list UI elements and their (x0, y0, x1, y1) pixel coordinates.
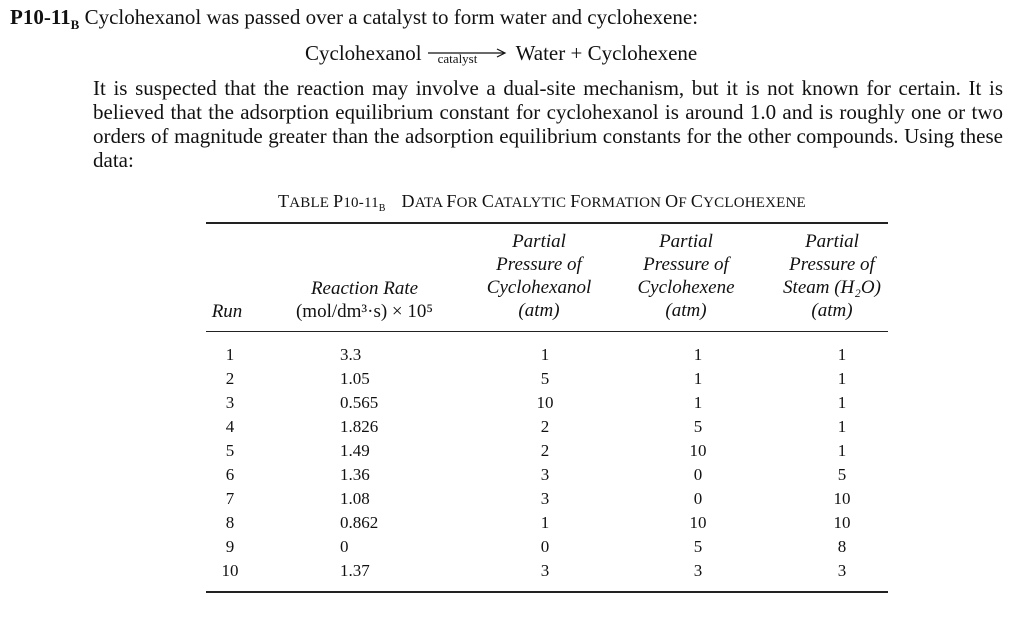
reaction-equation (305, 40, 697, 66)
cell-cyclohexene: 10 (689, 441, 707, 460)
cell-run: 5 (225, 441, 235, 460)
header-steam: Partial Pressure of Steam (H₂O) (atm) (783, 231, 881, 321)
cell-rate: 0.862 (340, 513, 379, 532)
cell-cyclohexanol: 1 (540, 513, 550, 532)
header-rate-units: (mol/dm³·s) × 10⁵ (295, 301, 434, 322)
cell-steam: 10 (833, 513, 851, 532)
reaction-arrow (426, 40, 510, 66)
cell-rate: 0 (340, 537, 349, 556)
cell-cyclohexene: 1 (693, 369, 703, 388)
cell-cyclohexene: 1 (693, 393, 703, 412)
cell-steam: 1 (837, 417, 847, 436)
cell-cyclohexanol: 3 (540, 561, 550, 580)
cell-run: 6 (225, 465, 235, 484)
cell-cyclohexene: 3 (693, 561, 703, 580)
cell-run: 4 (225, 417, 235, 436)
problem-header (10, 4, 698, 38)
cell-run: 2 (225, 369, 235, 388)
cell-cyclohexene: 0 (693, 489, 703, 508)
cell-run: 10 (221, 561, 239, 580)
cell-cyclohexene: 5 (693, 417, 703, 436)
cell-cyclohexanol: 3 (540, 489, 550, 508)
reactant: Cyclohexanol (305, 41, 422, 65)
catalyst-label: catalyst (437, 51, 478, 66)
cell-run: 8 (225, 513, 235, 532)
cell-steam: 1 (837, 369, 847, 388)
table-top-rule (206, 222, 888, 224)
header-cyclohexanol: Partial Pressure of Cyclohexanol (atm) (486, 231, 592, 321)
cell-rate: 1.826 (340, 417, 379, 436)
cell-steam: 1 (837, 393, 847, 412)
cell-rate: 1.36 (340, 465, 370, 484)
cell-steam: 10 (833, 489, 851, 508)
cell-cyclohexanol: 5 (540, 369, 550, 388)
cell-cyclohexanol: 2 (540, 417, 550, 436)
cell-steam: 8 (837, 537, 847, 556)
cell-run: 7 (225, 489, 235, 508)
cell-cyclohexanol: 3 (540, 465, 550, 484)
cell-rate: 1.05 (340, 369, 370, 388)
table-title: DATA FOR CATALYTIC FORMATION OF CYCLOHEXENE (401, 191, 806, 211)
table-id: TABLE $P10-11_B$ (278, 191, 386, 214)
cell-cyclohexanol: 2 (540, 441, 550, 460)
cell-rate: 1.37 (340, 561, 370, 580)
table-caption (278, 191, 806, 214)
cell-steam: 1 (837, 345, 847, 364)
cell-run: 3 (225, 393, 235, 412)
cell-cyclohexene: 10 (689, 513, 707, 532)
cell-steam: 1 (837, 441, 847, 460)
cell-rate: 3.3 (340, 345, 362, 364)
cell-rate: 1.49 (340, 441, 370, 460)
cell-rate: 1.08 (340, 489, 370, 508)
products: Water + Cyclohexene (515, 41, 698, 65)
cell-cyclohexene: 0 (693, 465, 703, 484)
header-cyclohexene: Partial Pressure of Cyclohexene (atm) (637, 231, 735, 321)
cell-rate: 0.565 (340, 393, 379, 412)
cell-cyclohexene: 5 (693, 537, 703, 556)
cell-cyclohexanol: 1 (540, 345, 550, 364)
cell-cyclohexanol: 10 (536, 393, 554, 412)
cell-run: 1 (225, 345, 235, 364)
header-run: Run (211, 301, 243, 322)
cell-cyclohexene: 1 (693, 345, 703, 364)
problem-number: $P10-11_B$ (10, 5, 80, 33)
cell-steam: 5 (837, 465, 847, 484)
problem-statement: Cyclohexanol was passed over a catalyst to form water and cyclohexene: (84, 5, 699, 29)
header-reaction-rate: Reaction Rate (mol/dm³·s) × 10⁵ (272, 277, 457, 323)
problem-paragraph: It is suspected that the reaction may involve a dual-site mechanism, but it is not known for certain. It is believed that the adsorption equilibrium constant for cyclohexanol is around 1.0 and is roughly one or two orders of magnitude greater than the adsorption equilibrium constants for the other compounds. Using these data: (93, 76, 1003, 172)
cell-steam: 3 (837, 561, 847, 580)
table-bottom-rule (206, 591, 888, 593)
table-header-rule (206, 331, 888, 332)
cell-cyclohexanol: 0 (540, 537, 550, 556)
cell-run: 9 (225, 537, 235, 556)
